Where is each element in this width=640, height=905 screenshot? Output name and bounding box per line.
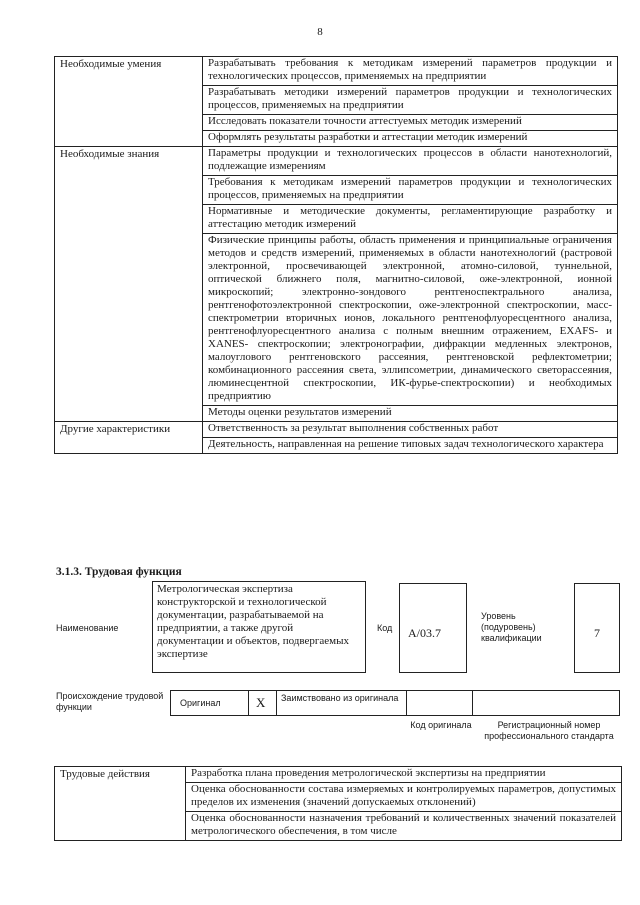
origin-strip <box>170 690 620 716</box>
knowledge-item: Нормативные и методические документы, регламентирующие разработку и аттестацию методик измерений <box>203 205 617 234</box>
page-number: 8 <box>317 26 323 38</box>
row-label-actions: Трудовые действия <box>55 767 186 841</box>
caption-code: Код оригинала <box>410 720 472 730</box>
skill-item: Исследовать показатели точности аттестуемых методик измерений <box>203 115 617 131</box>
knowledge-item: Параметры продукции и технологических процессов в области нанотехнологий, подлежащие измерениям <box>203 147 617 176</box>
row-skills <box>55 57 618 147</box>
origin-code-cell <box>407 691 473 715</box>
other-item: Деятельность, направленная на решение типовых задач технологического характера <box>208 438 604 450</box>
code-value-box: А/03.7 <box>399 583 467 673</box>
row-label-skills: Необходимые умения <box>55 57 203 147</box>
skill-item: Разрабатывать методики измерений параметров продукции и технологических процессов, применяемых на предприятии <box>203 86 617 115</box>
row-knowledge <box>55 147 618 422</box>
level-value-box: 7 <box>574 583 620 673</box>
skill-item: Разрабатывать требования к методикам измерений параметров продукции и технологических процессов, применяемых на предприятии <box>203 57 617 86</box>
action-item: Оценка обоснованности состава измеряемых и контролируемых параметров, допустимых пределов их изменения (значений допускаемых отклонений) <box>186 783 621 812</box>
action-item: Оценка обоснованности назначения требований и количественных значений показателей метрологического обеспечения, в том числе <box>191 812 616 837</box>
row-other <box>55 422 618 454</box>
origin-reg-cell <box>473 691 619 715</box>
row-label-other: Другие характеристики <box>55 422 203 454</box>
action-item: Разработка плана проведения метрологической экспертизы на предприятии <box>186 767 621 783</box>
row-items-other <box>203 422 618 454</box>
caption-reg: Регистрационный номер профессионального стандарта <box>484 720 614 741</box>
row-items-knowledge <box>203 147 618 422</box>
row-actions <box>55 767 622 841</box>
knowledge-item: Физические принципы работы, область применения и принципиальные ограничения методов и средств измерений, применяемых в области нанотехнологий (растровой электронной, просвечивающей электронной, атомно-силовой, туннельной, оптической ближнего поля, магнитно-силовой, оже-электронной, ионной микроскопий; электронно-зондового рентгеноспектрального анализа, рентгенофотоэлектронной спектроскопии, оже-электронной спектроскопии, масс-спектрометрии вторичных ионов, локального рентгенофлуоресцентного анализа, рентгенофлуоресцентного анализа с полным внешним отражением, EXAFS- и XANES- спектроскопии; электронографии, дифракции медленных электронов, малоуглового рентгеновского рассеяния, рентгеновской рефлектометрии; комбинационного рассеяния света, эллипсометрии, динамического светорассеяния, люминесцентной спектроскопии, ИК-фурье-спектроскопии) и необходимых предприятию <box>203 234 617 406</box>
row-items-actions <box>186 767 622 841</box>
section-heading: 3.1.3. Трудовая функция <box>56 566 182 578</box>
level-label: Уровень (подуровень) квалификации <box>481 611 542 643</box>
code-label: Код <box>377 623 393 633</box>
origin-original-cell <box>171 691 249 715</box>
skills-table <box>54 56 618 454</box>
origin-label: Происхождение трудовой функции <box>56 691 164 712</box>
skill-item: Оформлять результаты разработки и аттестации методик измерений <box>208 131 528 143</box>
function-name-box: Метрологическая экспертиза конструкторской и технологической документации, разрабатываемой на предприятии, а также другой документации и объектов, подвергаемых экспертизе <box>152 581 366 673</box>
other-item: Ответственность за результат выполнения собственных работ <box>203 422 617 438</box>
origin-borrowed-cell <box>277 691 407 715</box>
name-label: Наименование <box>56 623 119 633</box>
actions-table <box>54 766 622 841</box>
row-label-knowledge: Необходимые знания <box>55 147 203 422</box>
origin-mark: X <box>256 695 266 710</box>
knowledge-item: Методы оценки результатов измерений <box>208 406 392 418</box>
origin-mark-cell <box>249 691 277 715</box>
knowledge-item: Требования к методикам измерений параметров продукции и технологических процессов, применяемых на предприятии <box>203 176 617 205</box>
origin-original-label: Оригинал <box>180 698 221 708</box>
origin-borrowed-label: Заимствовано из оригинала <box>281 693 399 703</box>
row-items-skills <box>203 57 618 147</box>
